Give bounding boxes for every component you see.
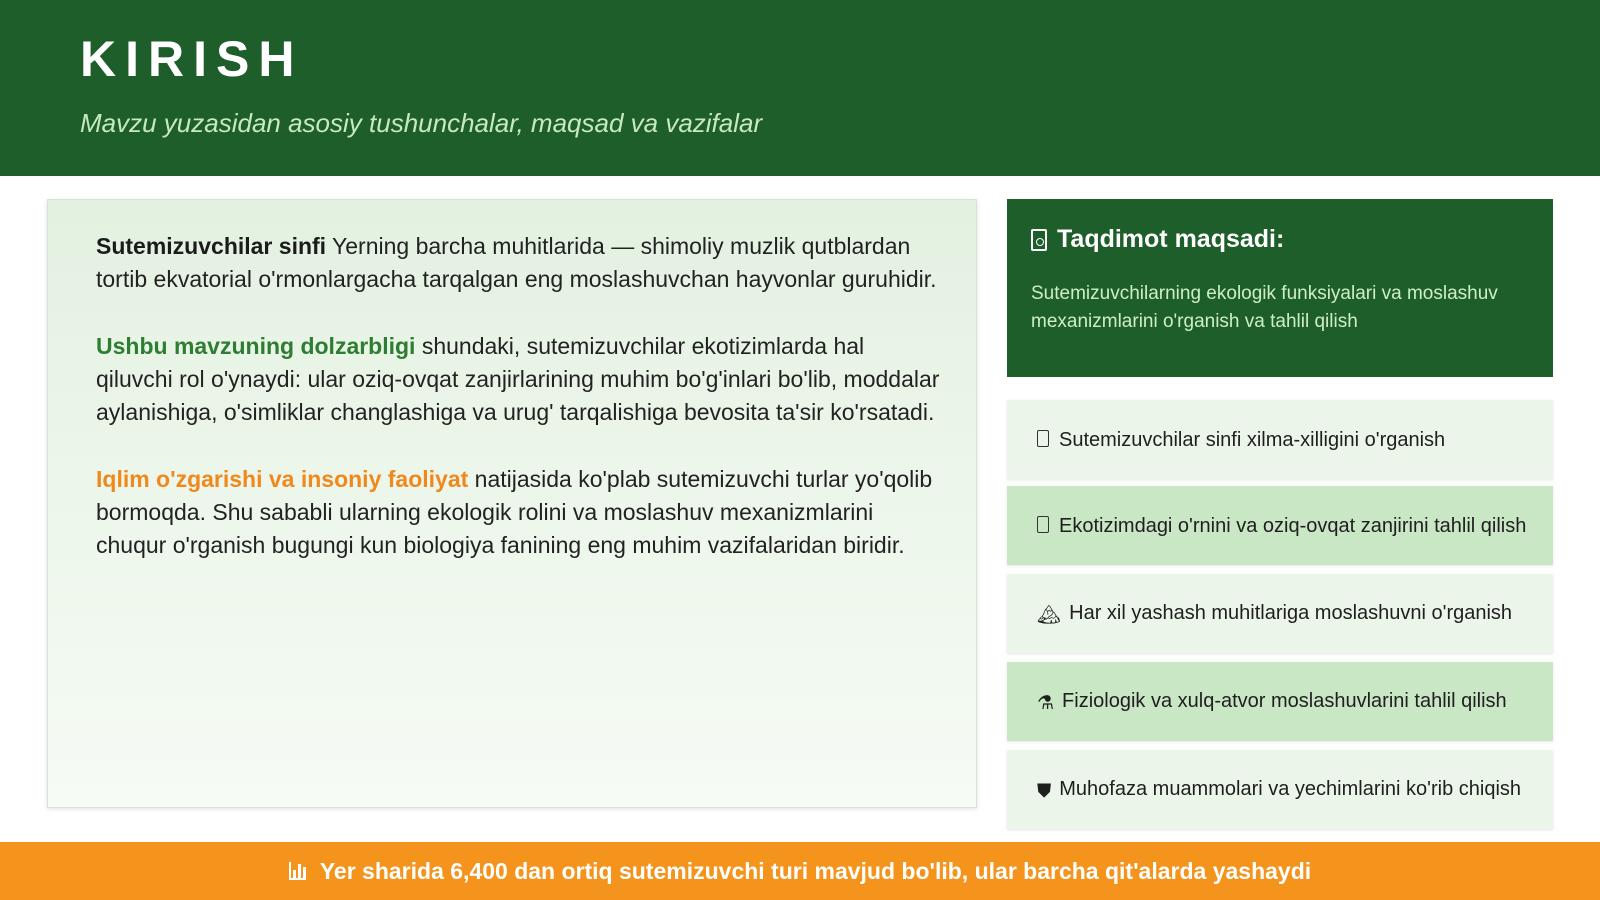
header-banner bbox=[0, 0, 1600, 176]
objective-label: Muhofaza muammolari va yechimlarini ko'rib chiqish bbox=[1059, 777, 1522, 800]
intro-highlight-3: Iqlim o'zgarishi va insoniy faoliyat bbox=[96, 466, 469, 492]
objective-item bbox=[1007, 662, 1553, 741]
objective-item bbox=[1007, 486, 1553, 565]
page-subtitle: Mavzu yuzasidan asosiy tushunchalar, maqsad va vazifalar bbox=[80, 108, 763, 138]
mountain-icon: 🏔 bbox=[1037, 603, 1062, 626]
objective-label: Ekotizimdagi o'rnini va oziq-ovqat zanjirini tahlil qilish bbox=[1059, 514, 1527, 537]
goal-box bbox=[1007, 199, 1553, 377]
page-title: KIRISH bbox=[80, 31, 304, 87]
missing-glyph-icon bbox=[1037, 430, 1049, 447]
shield-icon: ⛊ bbox=[1037, 779, 1052, 802]
goal-title: Taqdimot maqsadi: bbox=[1057, 225, 1285, 253]
objective-label: Fiziologik va xulq-atvor moslashuvlarini tahlil qilish bbox=[1062, 689, 1507, 712]
missing-glyph-icon bbox=[1031, 229, 1047, 251]
missing-glyph-icon bbox=[1037, 516, 1049, 533]
footer-text: Yer sharida 6,400 dan ortiq sutemizuvchi turi mavjud bo'lib, ular barcha qit'alarda yashaydi bbox=[319, 857, 1312, 884]
objective-label: Sutemizuvchilar sinfi xilma-xilligini o'rganish bbox=[1059, 428, 1446, 451]
objective-item bbox=[1007, 574, 1553, 653]
intro-text-2: shundaki, sutemizuvchilar ekotizimlarda hal qiluvchi rol o'ynaydi: ular oziq-ovqat zanjirlarining muhim bo'g'inlari bo'lib, moddalar aylanishiga, o'simliklar changlashiga va urug' tarqalishiga bevosita ta'sir ko'rsatadi. bbox=[96, 333, 940, 425]
intro-highlight-1: Sutemizuvchilar sinfi bbox=[96, 233, 327, 259]
intro-card bbox=[47, 199, 977, 808]
intro-text-1: Yerning barcha muhitlarida — shimoliy muzlik qutblardan tortib ekvatorial o'rmonlargacha tarqalgan eng moslashuvchan hayvonlar guruhidir. bbox=[96, 233, 937, 292]
intro-paragraph-3 bbox=[96, 463, 942, 562]
goal-heading bbox=[1031, 225, 1529, 254]
objective-item bbox=[1007, 750, 1553, 829]
footer-banner bbox=[0, 842, 1600, 900]
intro-paragraph-2 bbox=[96, 330, 942, 429]
intro-paragraph-1 bbox=[96, 230, 942, 296]
flask-icon: ⚗ bbox=[1037, 691, 1055, 714]
intro-highlight-2: Ushbu mavzuning dolzarbligi bbox=[96, 333, 416, 359]
objective-item bbox=[1007, 400, 1553, 479]
objective-label: Har xil yashash muhitlariga moslashuvni o'rganish bbox=[1069, 601, 1513, 624]
intro-text-3: natijasida ko'plab sutemizuvchi turlar yo'qolib bormoqda. Shu sababli ularning ekologik rolini va moslashuv mexanizmlarini chuqur o'rganish bugungi kun biologiya fanining eng muhim vazifalaridan biridir. bbox=[96, 466, 933, 558]
bar-chart-icon bbox=[289, 862, 306, 880]
goal-text: Sutemizuvchilarning ekologik funksiyalari va moslashuv mexanizmlarini o'rganish va tahlil qilish bbox=[1031, 283, 1498, 332]
